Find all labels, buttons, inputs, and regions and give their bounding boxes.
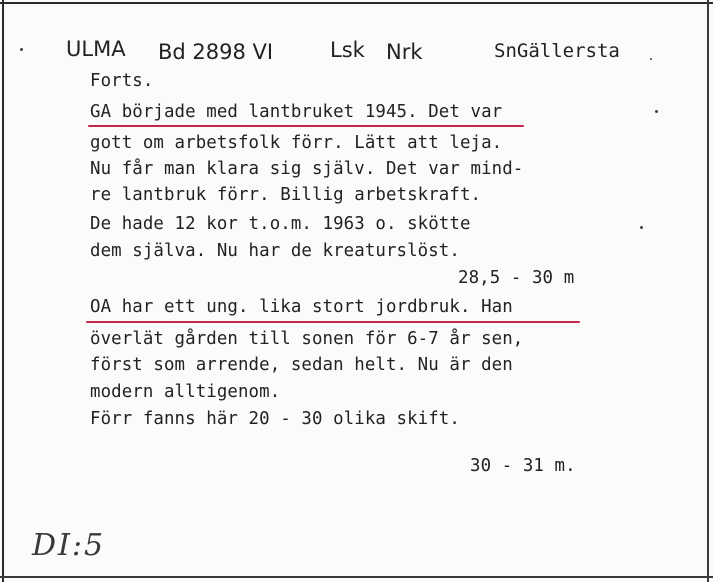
text-line: OA har ett ung. lika stort jordbruk. Han (90, 297, 513, 317)
text-line: re lantbruk förr. Billig arbetskraft. (90, 185, 482, 205)
stray-mark (640, 226, 643, 229)
text-line: GA började med lantbruket 1945. Det var (90, 102, 503, 122)
header-ref: Bd 2898 VI (158, 40, 274, 64)
punch-dot (20, 48, 23, 51)
measurement: 28,5 - 30 m (458, 268, 575, 288)
stray-mark (655, 110, 658, 113)
card-border-bottom (0, 576, 713, 578)
header-parish: SnGällersta (494, 40, 620, 62)
text-line: Förr fanns här 20 - 30 olika skift. (90, 409, 460, 429)
header-nrk: Nrk (386, 40, 423, 64)
red-underline (86, 321, 580, 323)
red-underline (88, 125, 524, 127)
text-line: Forts. (90, 71, 154, 91)
card-border-left (2, 0, 4, 582)
text-line: Nu får man klara sig själv. Det var mind- (90, 159, 524, 179)
header-name: ULMA (66, 37, 126, 61)
text-line: gott om arbetsfolk förr. Lätt att leja. (90, 133, 503, 153)
measurement: 30 - 31 m. (470, 456, 576, 476)
text-line: först som arrende, sedan helt. Nu är den (90, 355, 513, 375)
text-line: modern alltigenom. (90, 382, 281, 402)
card-border-top (0, 2, 713, 4)
text-line: De hade 12 kor t.o.m. 1963 o. skötte (90, 214, 471, 234)
header-lsk: Lsk (330, 38, 365, 62)
stray-mark (650, 58, 652, 60)
handwritten-signature: DI:5 (32, 528, 106, 563)
card-border-right (707, 0, 709, 582)
text-line: överlät gården till sonen för 6-7 år sen, (90, 329, 524, 349)
text-line: dem själva. Nu har de kreaturslöst. (90, 241, 460, 261)
